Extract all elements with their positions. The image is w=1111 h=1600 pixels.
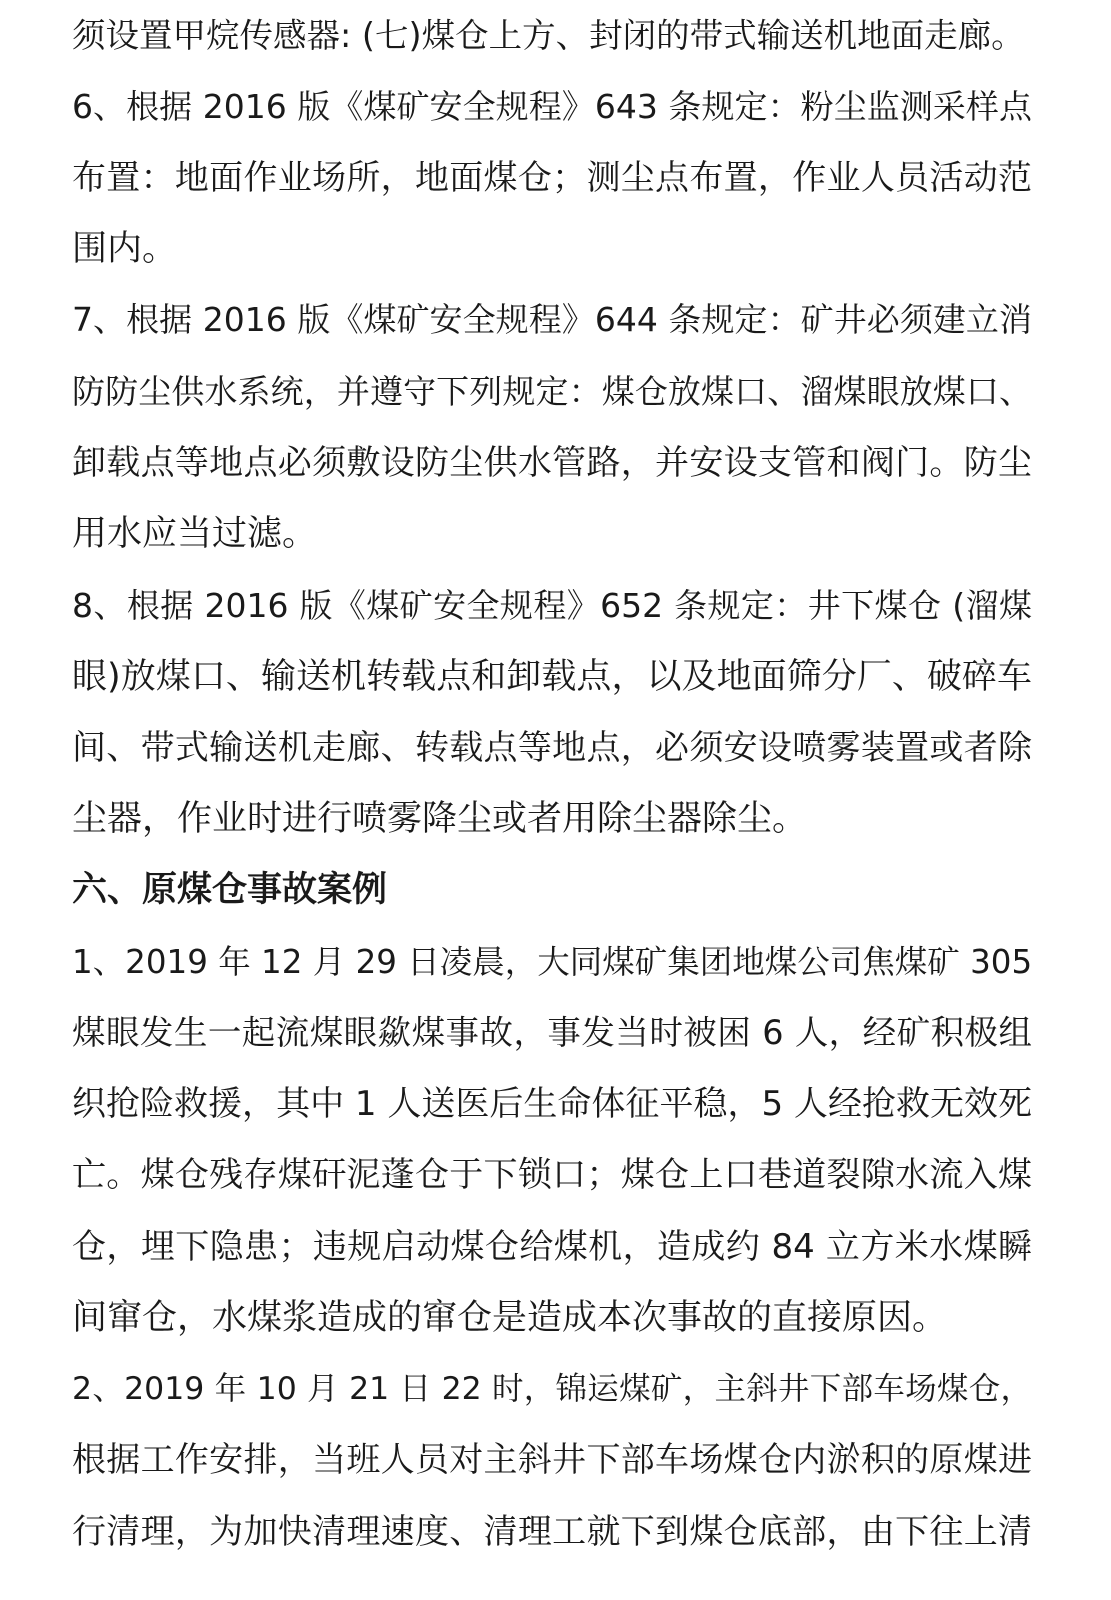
text-line: 亡。煤仓残存煤矸泥蓬仓于下锁口；煤仓上口巷道裂隙水流入煤 [72,1155,1032,1195]
text-line: 煤眼发生一起流煤眼歘煤事故，事发当时被困 6 人，经矿积极组 [72,1013,1032,1052]
text-line: 眼)放煤口、输送机转载点和卸载点，以及地面筛分厂、破碎车 [72,657,1032,697]
text-line: 用水应当过滤。 [72,514,318,554]
text-line: 尘器，作业时进行喷雾降尘或者用除尘器除尘。 [72,799,808,839]
text-line: 7、根据 2016 版《煤矿安全规程》644 条规定：矿井必须建立消 [72,300,1032,339]
text-line: 卸载点等地点必须敷设防尘供水管路，并安设支管和阀门。防尘 [72,443,1032,483]
text-line: 布置：地面作业场所，地面煤仓；测尘点布置，作业人员活动范 [72,158,1032,198]
text-line: 根据工作安排，当班人员对主斜井下部车场煤仓内淤积的原煤进 [72,1440,1032,1480]
text-line: 织抢险救援，其中 1 人送医后生命体征平稳，5 人经抢救无效死 [72,1084,1032,1124]
text-line: 间、带式输送机走廊、转载点等地点，必须安设喷雾装置或者除 [72,728,1032,768]
text-line: 须设置甲烷传感器: (七)煤仓上方、封闭的带式输送机地面走廊。 [72,16,1025,55]
text-line: 行清理，为加快清理速度、清理工就下到煤仓底部，由下往上清 [72,1512,1032,1552]
text-line: 2、2019 年 10 月 21 日 22 时，锦运煤矿，主斜井下部车场煤仓， [72,1371,1032,1407]
section-heading: 六、原煤仓事故案例 [72,870,388,910]
text-line: 6、根据 2016 版《煤矿安全规程》643 条规定：粉尘监测采样点 [72,87,1032,126]
text-line: 间窜仓，水煤浆造成的窜仓是造成本次事故的直接原因。 [72,1298,948,1338]
text-line: 防防尘供水系统，并遵守下列规定：煤仓放煤口、溜煤眼放煤口、 [72,372,1032,411]
text-line: 8、根据 2016 版《煤矿安全规程》652 条规定：井下煤仓 (溜煤 [72,586,1032,625]
text-line: 围内。 [72,229,178,269]
text-line: 仓，埋下隐患；违规启动煤仓给煤机，造成约 84 立方米水煤瞬 [72,1227,1032,1267]
text-line: 1、2019 年 12 月 29 日凌晨，大同煤矿集团地煤公司焦煤矿 305 [72,943,1033,981]
